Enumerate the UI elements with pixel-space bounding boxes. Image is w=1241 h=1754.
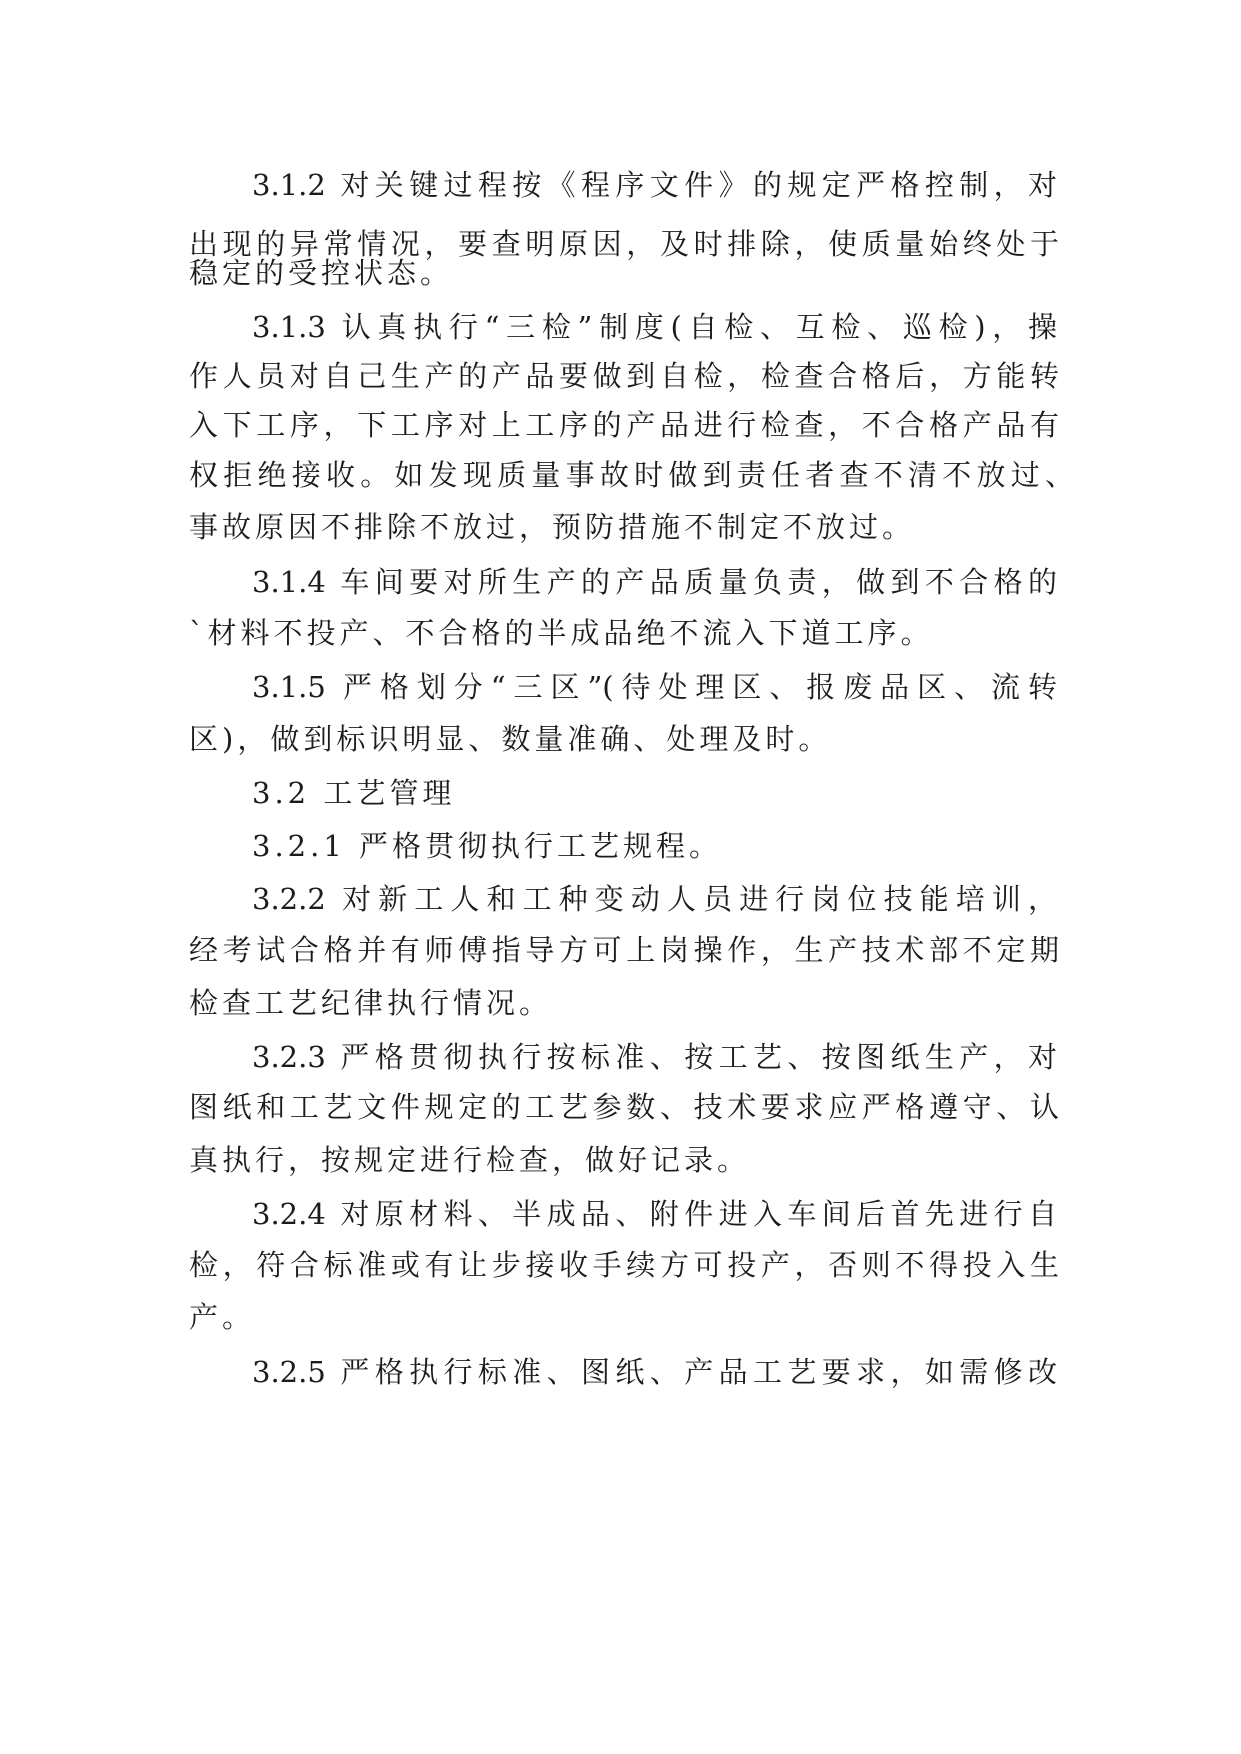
paragraph-3-1-4-line-2: `材料不投产、不合格的半成品绝不流入下道工序。 bbox=[189, 616, 934, 650]
paragraph-3-1-2-line-1: 3.1.2 对关键过程按《程序文件》的规定严格控制，对 bbox=[252, 168, 1057, 202]
paragraph-3-2-2-line-1: 3.2.2 对新工人和工种变动人员进行岗位技能培训， bbox=[252, 882, 1057, 916]
paragraph-3-1-4-line-1: 3.1.4 车间要对所生产的产品质量负责，做到不合格的 bbox=[252, 565, 1057, 599]
paragraph-3-2-4-line-1: 3.2.4 对原材料、半成品、附件进入车间后首先进行自 bbox=[252, 1197, 1057, 1231]
paragraph-3-1-3-line-2: 作人员对自己生产的产品要做到自检，检查合格后，方能转 bbox=[189, 359, 1059, 393]
paragraph-3-1-3-line-4: 权拒绝接收。如发现质量事故时做到责任者查不清不放过、 bbox=[189, 458, 1074, 492]
paragraph-3-2-3-line-1: 3.2.3 严格贯彻执行按标准、按工艺、按图纸生产，对 bbox=[252, 1040, 1057, 1074]
paragraph-3-1-2-line-2: 出现的异常情况，要查明原因，及时排除，使质量始终处于 bbox=[189, 227, 1059, 261]
paragraph-3-2-1-line-1: 3.2.1 严格贯彻执行工艺规程。 bbox=[252, 829, 723, 863]
paragraph-3-2-4-line-3: 产。 bbox=[189, 1300, 256, 1334]
paragraph-3-1-5-line-1: 3.1.5 严格划分“三区”(待处理区、报废品区、流转 bbox=[252, 670, 1057, 704]
paragraph-3-2-3-line-2: 图纸和工艺文件规定的工艺参数、技术要求应严格遵守、认 bbox=[189, 1090, 1059, 1124]
paragraph-3-1-3-line-3: 入下工序，下工序对上工序的产品进行检查，不合格产品有 bbox=[189, 408, 1059, 442]
paragraph-3-1-2-line-3: 稳定的受控状态。 bbox=[189, 256, 454, 290]
paragraph-3-2-4-line-2: 检，符合标准或有让步接收手续方可投产，否则不得投入生 bbox=[189, 1248, 1059, 1282]
paragraph-3-2-2-line-3: 检查工艺纪律执行情况。 bbox=[189, 986, 553, 1020]
paragraph-3-2-5-line-1: 3.2.5 严格执行标准、图纸、产品工艺要求，如需修改 bbox=[252, 1355, 1057, 1389]
paragraph-3-1-5-line-2: 区)，做到标识明显、数量准确、处理及时。 bbox=[189, 722, 832, 756]
paragraph-3-2-3-line-3: 真执行，按规定进行检查，做好记录。 bbox=[189, 1143, 751, 1177]
paragraph-3-1-3-line-5: 事故原因不排除不放过，预防措施不制定不放过。 bbox=[189, 510, 916, 544]
paragraph-3-1-3-line-1: 3.1.3 认真执行“三检”制度(自检、互检、巡检)，操 bbox=[252, 310, 1057, 344]
paragraph-3-2-2-line-2: 经考试合格并有师傅指导方可上岗操作，生产技术部不定期 bbox=[189, 933, 1059, 967]
section-heading-3-2: 3.2 工艺管理 bbox=[252, 776, 456, 810]
